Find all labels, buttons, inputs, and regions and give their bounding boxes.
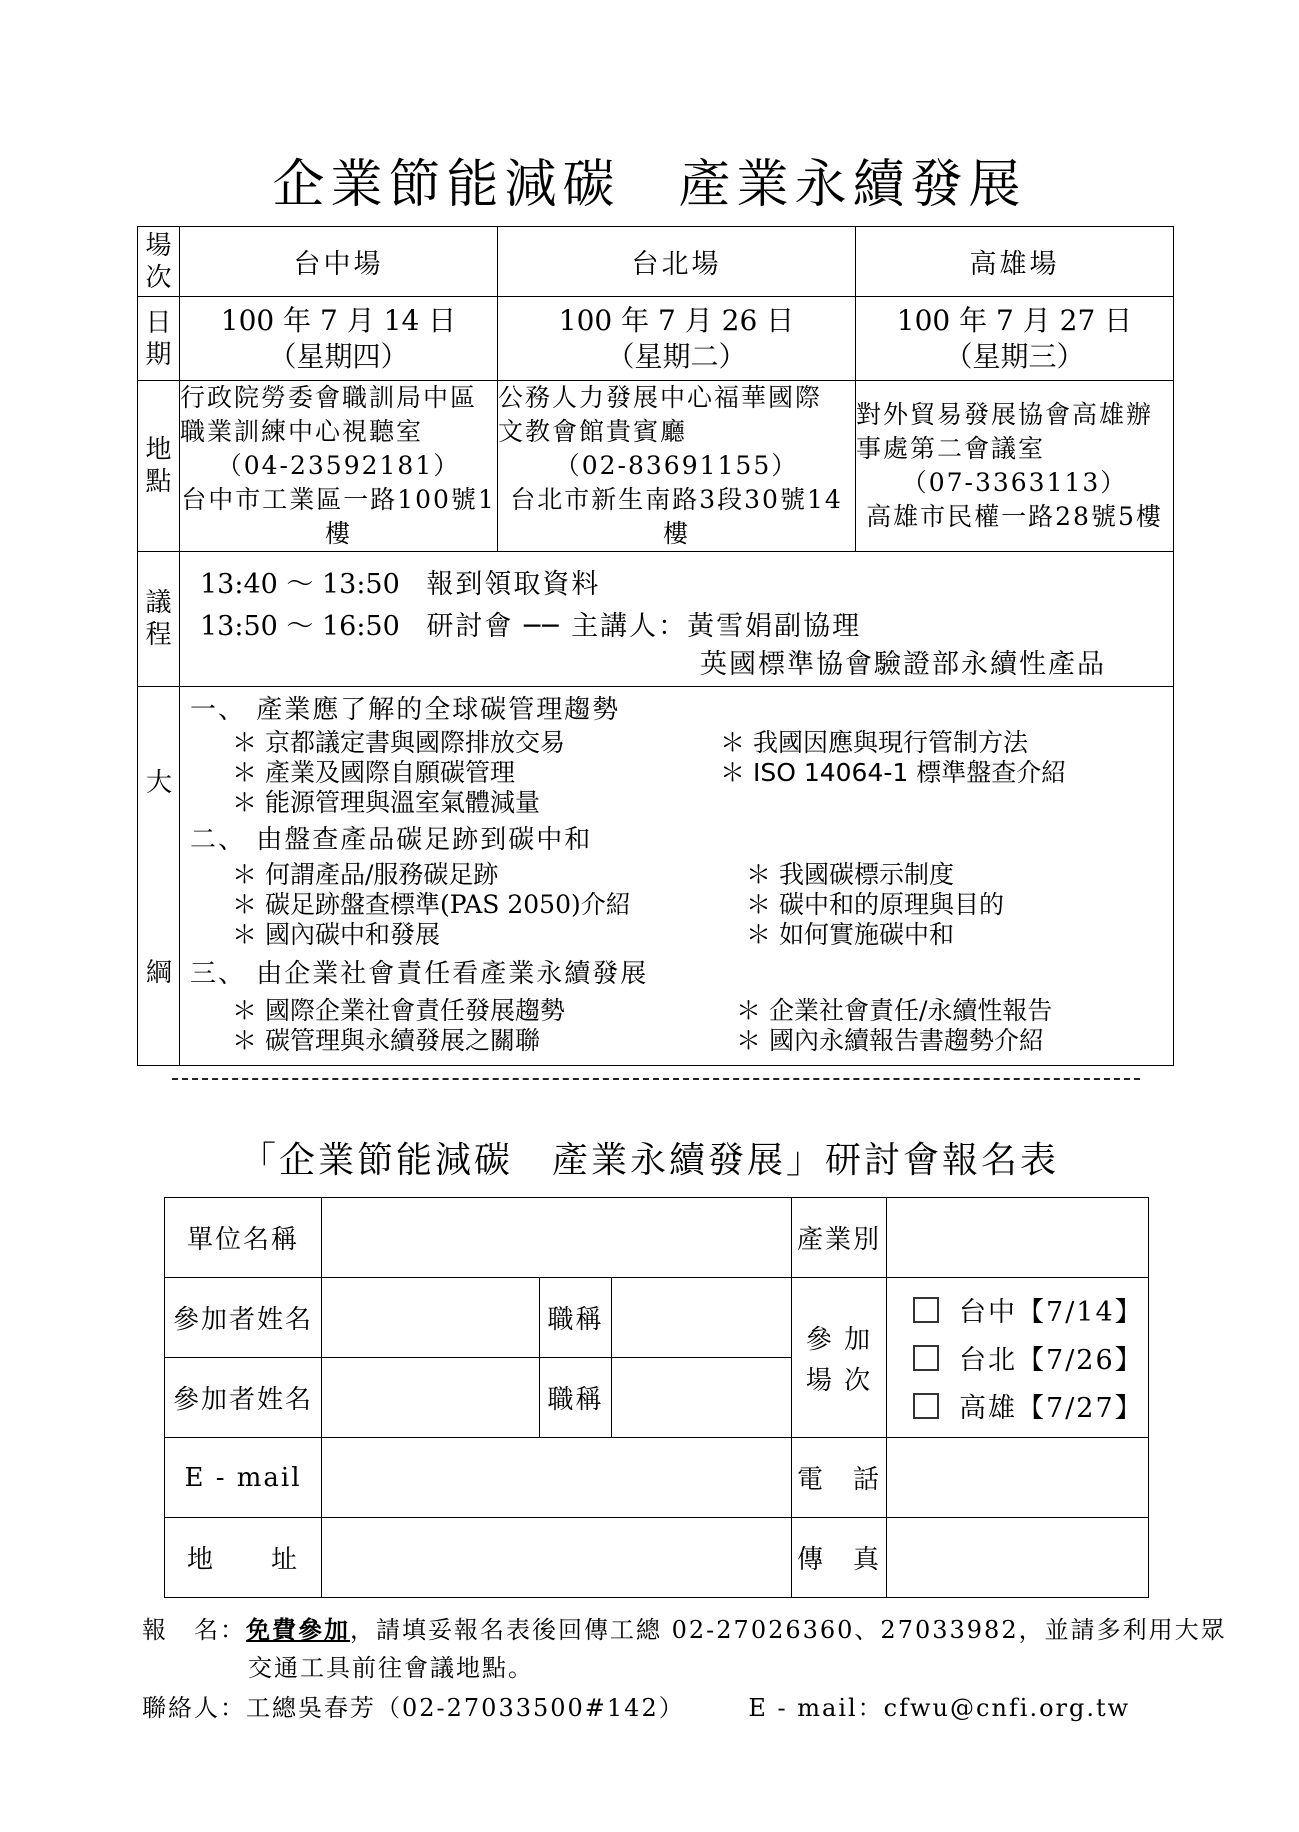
venue-row [138, 381, 1174, 552]
agenda-speaker-detail: 英國標準協會驗證部永續性產品 [700, 649, 1106, 680]
job-title-label: 職稱 [540, 1358, 612, 1438]
venue-kaohsiung [856, 381, 1174, 552]
outline-item: ＊ 如何實施碳中和 [746, 920, 954, 949]
outline-item: ＊ 何謂產品/服務碳足跡 [232, 860, 499, 889]
date-value: 100 年 7 月 26 日 [558, 303, 795, 337]
email-field[interactable] [322, 1438, 792, 1518]
venue-phone: （04-23592181） [216, 451, 461, 480]
org-row [165, 1198, 1149, 1278]
outline-item: ＊ 產業及國際自願碳管理 [232, 758, 515, 787]
outline-row-label [138, 687, 180, 1066]
reg-label: 報 名： [142, 1616, 246, 1644]
option-label: 台中【7/14】 [959, 1297, 1144, 1328]
outline-item: ＊ ISO 14064-1 標準盤查介紹 [720, 758, 1067, 787]
session-row [138, 227, 1174, 297]
session-row-label: 場次 [138, 227, 180, 297]
checkbox[interactable] [913, 1297, 939, 1323]
venue-name-cont: 職業訓練中心視聽室 [180, 417, 424, 446]
job-title-label: 職稱 [540, 1278, 612, 1358]
outline-item: ＊ 能源管理與溫室氣體減量 [232, 788, 540, 817]
org-name-field[interactable] [322, 1198, 792, 1278]
outline-label-bottom: 綱 [145, 958, 172, 988]
attendee-name-label: 參加者姓名 [165, 1358, 322, 1438]
date-kaohsiung [856, 297, 1174, 381]
weekday-value: （星期二） [606, 339, 747, 373]
attendee-row-1 [165, 1278, 1149, 1358]
phone-field[interactable] [887, 1438, 1149, 1518]
agenda-row-label: 議程 [138, 552, 180, 687]
industry-field[interactable] [887, 1198, 1149, 1278]
venue-phone: （07-3363113） [901, 468, 1128, 497]
schedule-table [137, 226, 1174, 1066]
session-choice-label-1: 參 加 [805, 1324, 873, 1355]
contact-line [142, 1688, 1130, 1723]
option-label: 高雄【7/27】 [959, 1393, 1144, 1424]
attendee-name-field[interactable] [322, 1358, 540, 1438]
venue-taichung [180, 381, 498, 552]
outline-item: ＊ 國內永續報告書趨勢介紹 [736, 1026, 1044, 1055]
form-title: 「企業節能減碳 產業永續發展」研討會報名表 [239, 1140, 1059, 1181]
outline-label-top: 大 [145, 768, 172, 798]
venue-row-label: 地點 [138, 381, 180, 552]
date-value: 100 年 7 月 14 日 [220, 303, 457, 337]
date-taipei [498, 297, 856, 381]
weekday-value: （星期四） [268, 339, 409, 373]
weekday-value: （星期三） [944, 339, 1085, 373]
checkbox[interactable] [913, 1345, 939, 1371]
outline-row [138, 687, 1174, 1066]
session-kaohsiung: 高雄場 [856, 227, 1174, 297]
agenda-text: 報到領取資料 [426, 569, 601, 600]
address-row [165, 1518, 1149, 1598]
venue-address: 台中市工業區一路100號1樓 [181, 485, 496, 548]
outline-item: ＊ 國際企業社會責任發展趨勢 [232, 996, 565, 1025]
outline-cell [180, 687, 1174, 1066]
agenda-item-1 [200, 564, 600, 606]
session-options [887, 1278, 1149, 1438]
agenda-cell [180, 552, 1174, 687]
outline-section-1: 一、 產業應了解的全球碳管理趨勢 [190, 695, 621, 725]
session-taipei: 台北場 [498, 227, 856, 297]
outline-item: ＊ 企業社會責任/永續性報告 [736, 996, 1053, 1025]
job-title-field[interactable] [612, 1358, 792, 1438]
outline-item: ＊ 我國碳標示制度 [746, 860, 954, 889]
date-value: 100 年 7 月 27 日 [896, 303, 1133, 337]
attendee-name-label: 參加者姓名 [165, 1278, 322, 1358]
venue-name: 行政院勞委會職訓局中區 [180, 383, 478, 412]
session-choice-label [792, 1278, 887, 1438]
session-choice-label-2: 場 次 [805, 1365, 873, 1396]
cut-line-divider [172, 1078, 1140, 1080]
agenda-text: 研討會 ── 主講人：黃雪娟副協理 [426, 611, 862, 642]
job-title-field[interactable] [612, 1278, 792, 1358]
contact-email: E - mail：cfwu@cnfi.org.tw [748, 1694, 1131, 1722]
email-label: E - mail [165, 1438, 322, 1518]
date-row [138, 297, 1174, 381]
outline-section-3: 三、 由企業社會責任看產業永續發展 [190, 959, 649, 989]
outline-item: ＊ 碳中和的原理與目的 [746, 890, 1004, 919]
venue-address: 台北市新生南路3段30號14樓 [510, 485, 843, 548]
industry-label: 產業別 [792, 1198, 887, 1278]
agenda-time: 13:50 ～ 16:50 [200, 611, 400, 642]
outline-item: ＊ 碳管理與永續發展之關聯 [232, 1026, 540, 1055]
date-row-label: 日期 [138, 297, 180, 381]
agenda-item-2 [200, 606, 861, 648]
venue-name: 對外貿易發展協會高雄辦 [856, 400, 1154, 429]
session-taichung: 台中場 [180, 227, 498, 297]
venue-name-cont: 事處第二會議室 [856, 434, 1046, 463]
registration-form [164, 1197, 1149, 1598]
address-label: 地 址 [165, 1518, 322, 1598]
venue-phone: （02-83691155） [554, 451, 799, 480]
phone-label: 電 話 [792, 1438, 887, 1518]
reg-instructions: ，請填妥報名表後回傳工總 02-27026360、27033982，並請多利用大眾 [350, 1616, 1227, 1644]
outline-item: ＊ 國內碳中和發展 [232, 920, 440, 949]
option-taichung[interactable] [887, 1286, 1148, 1334]
option-taipei[interactable] [887, 1334, 1148, 1382]
address-field[interactable] [322, 1518, 792, 1598]
venue-name-cont: 文教會館貴賓廳 [498, 417, 688, 446]
checkbox[interactable] [913, 1393, 939, 1419]
outline-item: ＊ 碳足跡盤查標準(PAS 2050)介紹 [232, 890, 631, 919]
attendee-name-field[interactable] [322, 1278, 540, 1358]
venue-taipei [498, 381, 856, 552]
fax-field[interactable] [887, 1518, 1149, 1598]
contact-person: 聯絡人：工總吳春芳（02-27033500#142） [142, 1694, 685, 1722]
outline-item: ＊ 我國因應與現行管制方法 [720, 728, 1028, 757]
registration-note-cont: 交通工具前往會議地點。 [248, 1654, 534, 1682]
option-kaohsiung[interactable] [887, 1382, 1148, 1430]
agenda-row [138, 552, 1174, 687]
option-label: 台北【7/26】 [959, 1345, 1144, 1376]
email-row [165, 1438, 1149, 1518]
outline-item: ＊ 京都議定書與國際排放交易 [232, 728, 565, 757]
free-admission: 免費參加 [246, 1615, 350, 1644]
registration-note [142, 1610, 1227, 1645]
page-title: 企業節能減碳 產業永續發展 [272, 155, 1027, 215]
outline-section-2: 二、 由盤查產品碳足跡到碳中和 [190, 825, 593, 855]
agenda-time: 13:40 ～ 13:50 [200, 569, 400, 600]
venue-address: 高雄市民權一路28號5樓 [866, 502, 1163, 531]
venue-name: 公務人力發展中心福華國際 [498, 383, 823, 412]
org-name-label: 單位名稱 [165, 1198, 322, 1278]
fax-label: 傳 真 [792, 1518, 887, 1598]
date-taichung [180, 297, 498, 381]
